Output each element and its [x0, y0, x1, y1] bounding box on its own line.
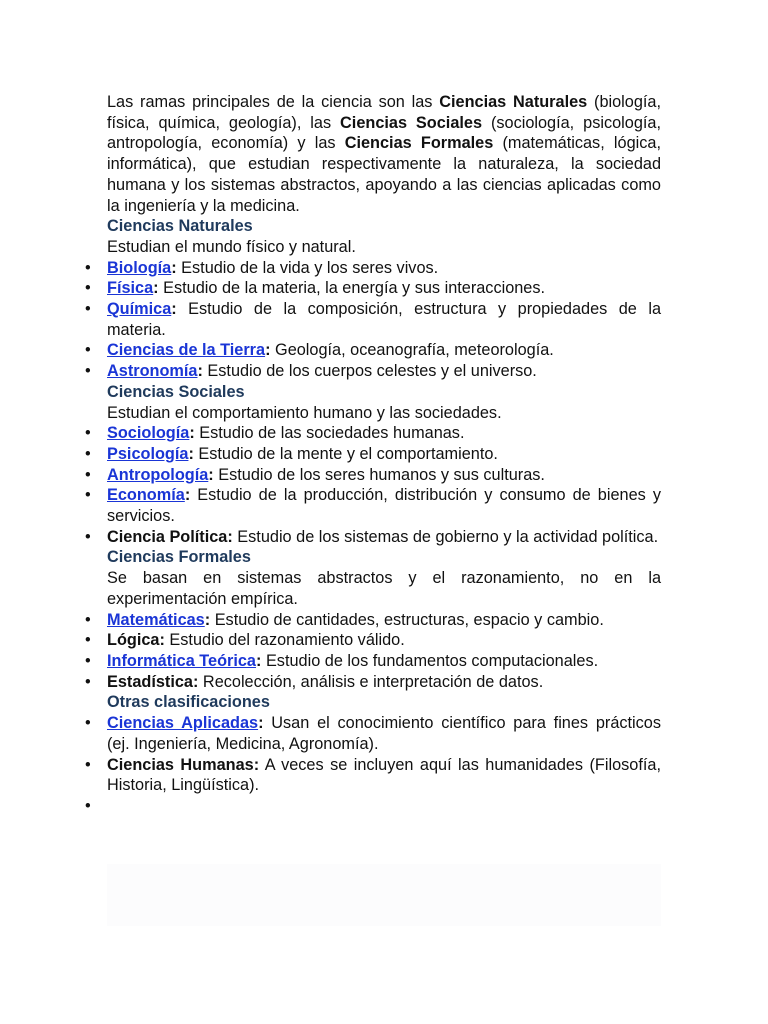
intro-text: Las ramas principales de la ciencia son las — [107, 93, 440, 111]
intro-paragraph — [107, 92, 661, 216]
section-heading-naturales: Ciencias Naturales — [107, 217, 253, 236]
list-item — [107, 630, 661, 651]
link-antropologia[interactable]: Antropología — [107, 465, 209, 484]
item-text: Recolección, análisis e interpretación de datos. — [198, 672, 544, 691]
link-biologia[interactable]: Biología — [107, 258, 172, 277]
blank-embed-area — [107, 864, 661, 926]
link-astronomia[interactable]: Astronomía — [107, 362, 198, 381]
list-formales — [107, 610, 661, 693]
section-heading-sociales: Ciencias Sociales — [107, 382, 245, 401]
term-ciencia-politica: Ciencia Política: — [107, 527, 233, 546]
link-ciencias-aplicadas[interactable]: Ciencias Aplicadas — [107, 714, 259, 733]
list-item: • Sociología: Estudio de las sociedades humanas. — [107, 423, 661, 444]
item-text: A veces se incluyen aquí las humanidades (Filosofía, Historia, Lingüística). — [107, 755, 661, 795]
list-item: • Antropología: Estudio de los seres humanos y sus culturas. — [107, 465, 661, 486]
intro-text: (matemáticas, lógica, informática), que estudian respectivamente la naturaleza, la sociedad humana y los sistemas abstractos, apoyando a las ciencias aplicadas como la ingeniería y la medicina. — [107, 134, 661, 215]
intro-text: (sociología, psicología, antropología, economía) y las — [107, 113, 661, 153]
intro-bold-formales: Ciencias Formales — [344, 134, 494, 153]
item-text: Estudio de la mente y el comportamiento. — [193, 444, 498, 463]
list-item: • Ciencias Aplicadas: Usan el conocimiento científico para fines prácticos (ej. Ingeniería, Medicina, Agronomía). — [107, 713, 661, 754]
list-item — [107, 672, 661, 693]
item-text: Estudio de los sistemas de gobierno y la actividad política. — [232, 527, 659, 546]
list-item: • Física: Estudio de la materia, la energía y sus interacciones. — [107, 278, 661, 299]
link-matematicas[interactable]: Matemáticas — [107, 610, 205, 629]
intro-bold-sociales: Ciencias Sociales — [340, 113, 483, 132]
item-text: Estudio de la materia, la energía y sus interacciones. — [158, 279, 546, 298]
list-sociales — [107, 423, 661, 547]
list-item: • Informática Teórica: Estudio de los fundamentos computacionales. — [107, 651, 661, 672]
item-text: Estudio de los seres humanos y sus culturas. — [213, 465, 545, 484]
link-informatica-teorica[interactable]: Informática Teórica — [107, 651, 256, 670]
item-text: Geología, oceanografía, meteorología. — [270, 341, 554, 360]
link-quimica[interactable]: Química — [107, 300, 172, 319]
list-item: • Ciencias de la Tierra: Geología, oceanografía, meteorología. — [107, 340, 661, 361]
section-heading-formales: Ciencias Formales — [107, 548, 251, 567]
list-naturales — [107, 258, 661, 382]
list-item: • Biología: Estudio de la vida y los seres vivos. — [107, 258, 661, 279]
list-item — [107, 755, 661, 796]
list-item: • Matemáticas: Estudio de cantidades, estructuras, espacio y cambio. — [107, 610, 661, 631]
document-page — [107, 92, 661, 817]
list-item — [107, 527, 661, 548]
list-otras — [107, 713, 661, 817]
item-text: Estudio de la vida y los seres vivos. — [176, 258, 439, 277]
section-description-naturales: Estudian el mundo físico y natural. — [107, 237, 356, 256]
link-ciencias-de-la-tierra[interactable]: Ciencias de la Tierra — [107, 341, 266, 360]
section-description-formales: Se basan en sistemas abstractos y el razonamiento, no en la experimentación empírica. — [107, 569, 661, 608]
list-item: • Química: Estudio de la composición, estructura y propiedades de la materia. — [107, 299, 661, 340]
section-description-sociales: Estudian el comportamiento humano y las sociedades. — [107, 403, 502, 422]
list-item-empty — [107, 796, 661, 817]
link-psicologia[interactable]: Psicología — [107, 444, 189, 463]
section-heading-otras: Otras clasificaciones — [107, 693, 270, 712]
list-item: • Astronomía: Estudio de los cuerpos celestes y el universo. — [107, 361, 661, 382]
item-text: Estudio de la composición, estructura y propiedades de la materia. — [107, 300, 661, 339]
item-text: Estudio de cantidades, estructuras, espacio y cambio. — [210, 610, 604, 629]
term-logica: Lógica: — [107, 631, 165, 650]
intro-bold-naturales: Ciencias Naturales — [439, 93, 588, 111]
item-text: Usan el conocimiento científico para fines prácticos (ej. Ingeniería, Medicina, Agronomía). — [107, 714, 661, 753]
term-ciencias-humanas: Ciencias Humanas: — [107, 755, 260, 774]
item-text: Estudio del razonamiento válido. — [164, 631, 405, 650]
link-fisica[interactable]: Física — [107, 279, 154, 298]
link-sociologia[interactable]: Sociología — [107, 424, 190, 443]
intro-text: (biología, física, química, geología), las — [107, 93, 661, 132]
list-item: • Psicología: Estudio de la mente y el comportamiento. — [107, 444, 661, 465]
item-text: Estudio de las sociedades humanas. — [194, 424, 465, 443]
list-item: • Economía: Estudio de la producción, distribución y consumo de bienes y servicios. — [107, 485, 661, 526]
item-text: Estudio de la producción, distribución y consumo de bienes y servicios. — [107, 486, 661, 526]
link-economia[interactable]: Economía — [107, 486, 185, 505]
item-text: Estudio de los fundamentos computacionales. — [261, 651, 599, 670]
item-text: Estudio de los cuerpos celestes y el universo. — [202, 362, 537, 381]
term-estadistica: Estadística: — [107, 672, 199, 691]
